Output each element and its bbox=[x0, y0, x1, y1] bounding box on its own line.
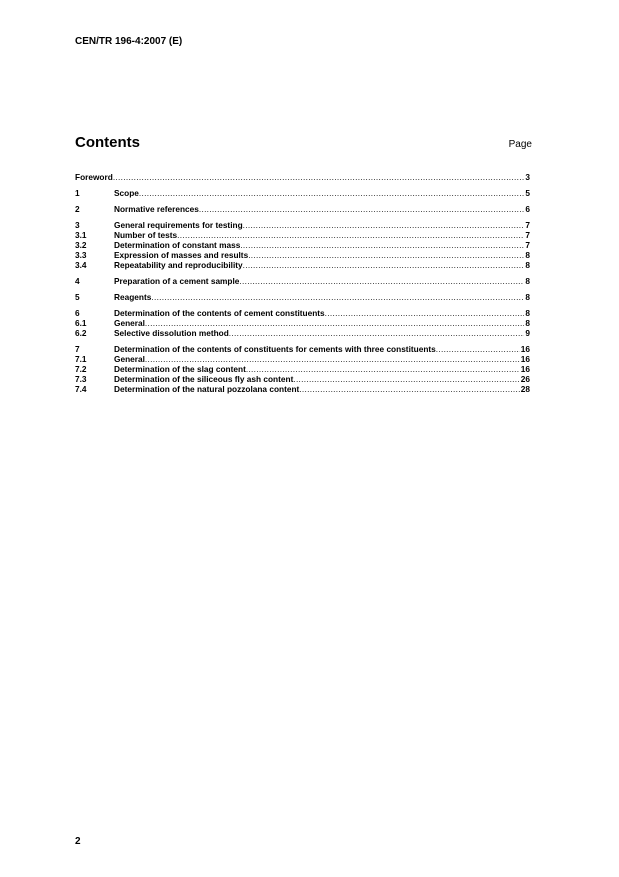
toc-entry-title: General bbox=[114, 354, 145, 364]
toc-entry-page: 8 bbox=[525, 250, 530, 260]
toc-entry-number: 7.4 bbox=[75, 384, 87, 394]
table-of-contents bbox=[75, 172, 530, 394]
toc-entry[interactable] bbox=[75, 318, 530, 328]
toc-entry-title: Determination of the contents of cement constituents bbox=[114, 308, 325, 318]
toc-entry-number: 3.3 bbox=[75, 250, 87, 260]
toc-leader-dots bbox=[246, 364, 520, 374]
toc-entry-page: 8 bbox=[525, 318, 530, 328]
toc-entry-number: 7.2 bbox=[75, 364, 87, 374]
toc-entry-title: General bbox=[114, 318, 145, 328]
toc-entry-title: Repeatability and reproducibility bbox=[114, 260, 243, 270]
toc-leader-dots bbox=[325, 308, 525, 318]
toc-leader-dots bbox=[177, 230, 524, 240]
toc-entry-number: 5 bbox=[75, 292, 80, 302]
toc-entry[interactable] bbox=[75, 220, 530, 230]
toc-entry-page: 3 bbox=[525, 172, 530, 182]
toc-entry-title: Preparation of a cement sample bbox=[114, 276, 240, 286]
toc-entry-title: Reagents bbox=[114, 292, 152, 302]
toc-entry-page: 7 bbox=[525, 220, 530, 230]
toc-entry-title: Selective dissolution method bbox=[114, 328, 229, 338]
toc-entry-page: 28 bbox=[520, 384, 530, 394]
toc-entry-number: 2 bbox=[75, 204, 80, 214]
toc-entry[interactable] bbox=[75, 188, 530, 198]
toc-entry-page: 7 bbox=[525, 240, 530, 250]
toc-leader-dots bbox=[243, 260, 525, 270]
toc-entry[interactable] bbox=[75, 364, 530, 374]
toc-entry-page: 8 bbox=[525, 276, 530, 286]
toc-entry[interactable] bbox=[75, 260, 530, 270]
toc-entry[interactable] bbox=[75, 204, 530, 214]
toc-entry[interactable] bbox=[75, 230, 530, 240]
toc-entry-title: Number of tests bbox=[114, 230, 178, 240]
toc-entry-page: 26 bbox=[520, 374, 530, 384]
toc-leader-dots bbox=[113, 172, 525, 182]
toc-leader-dots bbox=[229, 328, 525, 338]
toc-entry-number: 3.2 bbox=[75, 240, 87, 250]
toc-entry-page: 9 bbox=[525, 328, 530, 338]
toc-entry[interactable] bbox=[75, 328, 530, 338]
toc-entry-number: 6.1 bbox=[75, 318, 87, 328]
toc-entry-number: 3.1 bbox=[75, 230, 87, 240]
toc-entry-number: 4 bbox=[75, 276, 80, 286]
toc-entry-page: 8 bbox=[525, 260, 530, 270]
toc-entry[interactable] bbox=[75, 172, 530, 182]
toc-entry-number: 3.4 bbox=[75, 260, 87, 270]
toc-entry-title: Determination of the siliceous fly ash content bbox=[114, 374, 294, 384]
toc-leader-dots bbox=[248, 250, 524, 260]
page-number: 2 bbox=[75, 836, 81, 847]
toc-entry-page: 16 bbox=[520, 354, 530, 364]
toc-leader-dots bbox=[436, 344, 520, 354]
toc-entry-page: 5 bbox=[525, 188, 530, 198]
toc-entry-number: 6 bbox=[75, 308, 80, 318]
toc-entry-title: Scope bbox=[114, 188, 139, 198]
toc-entry-title: General requirements for testing bbox=[114, 220, 243, 230]
toc-leader-dots bbox=[145, 354, 520, 364]
toc-entry-title: Determination of the contents of constituents for cements with three constituents bbox=[114, 344, 436, 354]
toc-entry-number: 6.2 bbox=[75, 328, 87, 338]
toc-entry-title: Normative references bbox=[114, 204, 199, 214]
toc-leader-dots bbox=[151, 292, 524, 302]
toc-entry-title: Determination of the slag content bbox=[114, 364, 246, 374]
toc-leader-dots bbox=[243, 220, 525, 230]
toc-entry[interactable] bbox=[75, 384, 530, 394]
toc-leader-dots bbox=[139, 188, 524, 198]
toc-entry-title: Determination of the natural pozzolana content bbox=[114, 384, 300, 394]
toc-entry-page: 7 bbox=[525, 230, 530, 240]
toc-entry-number: 3 bbox=[75, 220, 80, 230]
toc-entry-page: 16 bbox=[520, 364, 530, 374]
toc-entry-page: 16 bbox=[520, 344, 530, 354]
toc-entry[interactable] bbox=[75, 308, 530, 318]
toc-entry-title: Determination of constant mass bbox=[114, 240, 241, 250]
toc-leader-dots bbox=[293, 374, 519, 384]
toc-entry-page: 8 bbox=[525, 308, 530, 318]
toc-leader-dots bbox=[145, 318, 524, 328]
toc-entry-number: 1 bbox=[75, 188, 80, 198]
toc-entry-number: 7.1 bbox=[75, 354, 87, 364]
toc-leader-dots bbox=[199, 204, 525, 214]
toc-entry-number: 7.3 bbox=[75, 374, 87, 384]
toc-entry[interactable] bbox=[75, 240, 530, 250]
document-header: CEN/TR 196-4:2007 (E) bbox=[75, 36, 183, 47]
toc-entry-title: Expression of masses and results bbox=[114, 250, 249, 260]
contents-heading: Contents bbox=[75, 134, 140, 151]
page-column-label: Page bbox=[508, 139, 532, 150]
toc-leader-dots bbox=[240, 240, 524, 250]
toc-entry[interactable] bbox=[75, 292, 530, 302]
toc-entry[interactable] bbox=[75, 250, 530, 260]
toc-entry[interactable] bbox=[75, 344, 530, 354]
toc-entry[interactable] bbox=[75, 354, 530, 364]
toc-entry-page: 6 bbox=[525, 204, 530, 214]
toc-leader-dots bbox=[299, 384, 519, 394]
toc-entry-number: 7 bbox=[75, 344, 80, 354]
toc-entry[interactable] bbox=[75, 374, 530, 384]
toc-entry-title: Foreword bbox=[75, 172, 113, 182]
toc-leader-dots bbox=[239, 276, 524, 286]
toc-entry-page: 8 bbox=[525, 292, 530, 302]
toc-entry[interactable] bbox=[75, 276, 530, 286]
